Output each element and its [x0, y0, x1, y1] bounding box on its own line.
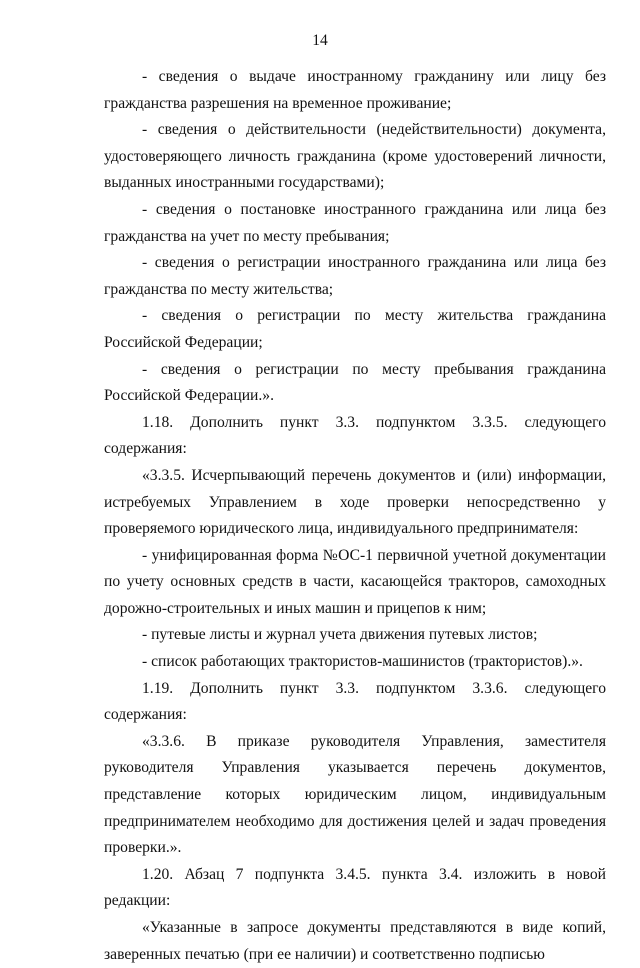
paragraph-bullet-residence-registration-foreigner: - сведения о регистрации иностранного гражданина или лица без гражданства по месту жительства;	[104, 254, 606, 298]
paragraph-bullet-stay-registration-citizen: - сведения о регистрации по месту пребывания гражданина Российской Федерации.».	[104, 360, 606, 405]
paragraph-clause-3-3-5: «3.3.5. Исчерпывающий перечень документов и (или) информации, истребуемых Управлением в ходе проверки непосредственно у проверяемого юридического лица, индивидуального предпринимателя:	[104, 466, 606, 538]
paragraph-item-1-18: 1.18. Дополнить пункт 3.3. подпунктом 3.3.5. следующего содержания:	[104, 413, 606, 458]
paragraph-bullet-residence-registration-citizen: - сведения о регистрации по месту жительства гражданина Российской Федерации;	[104, 307, 606, 351]
paragraph-bullet-temporary-residence: - сведения о выдаче иностранному гражданину или лицу без гражданства разрешения на временное проживание;	[104, 68, 606, 112]
paragraph-new-wording-start: «Указанные в запросе документы представляются в виде копий, заверенных печатью (при ее наличии) и соответственно подписью	[104, 919, 606, 963]
page-number: 14	[312, 32, 328, 49]
paragraph-item-1-19: 1.19. Дополнить пункт 3.3. подпунктом 3.3.6. следующего содержания:	[104, 679, 606, 724]
paragraph-item-1-20: 1.20. Абзац 7 подпункта 3.4.5. пункта 3.4. изложить в новой редакции:	[104, 865, 606, 910]
paragraph-bullet-document-validity: - сведения о действительности (недействительности) документа, удостоверяющего личность гражданина (кроме удостоверений личности, выданных иностранными государствами);	[104, 121, 606, 192]
paragraph-bullet-waybills: - путевые листы и журнал учета движения путевых листов;	[142, 626, 538, 644]
paragraph-bullet-tractor-drivers: - список работающих трактористов-машинистов (трактористов).».	[142, 653, 583, 671]
paragraph-clause-3-3-6: «3.3.6. В приказе руководителя Управления, заместителя руководителя Управления указывается перечень документов, представление которых юридическим лицом, индивидуальным предпринимателем необходимо для достижения целей и задач проведения проверки.».	[104, 732, 606, 857]
document-body	[104, 64, 606, 968]
paragraph-bullet-form-os-1: - унифицированная форма №ОС-1 первичной учетной документации по учету основных средств в части, касающейся тракторов, самоходных дорожно-строительных и иных машин и прицепов к ним;	[104, 546, 606, 617]
paragraph-bullet-stay-registration-foreigner: - сведения о постановке иностранного гражданина или лица без гражданства на учет по месту пребывания;	[104, 200, 606, 245]
